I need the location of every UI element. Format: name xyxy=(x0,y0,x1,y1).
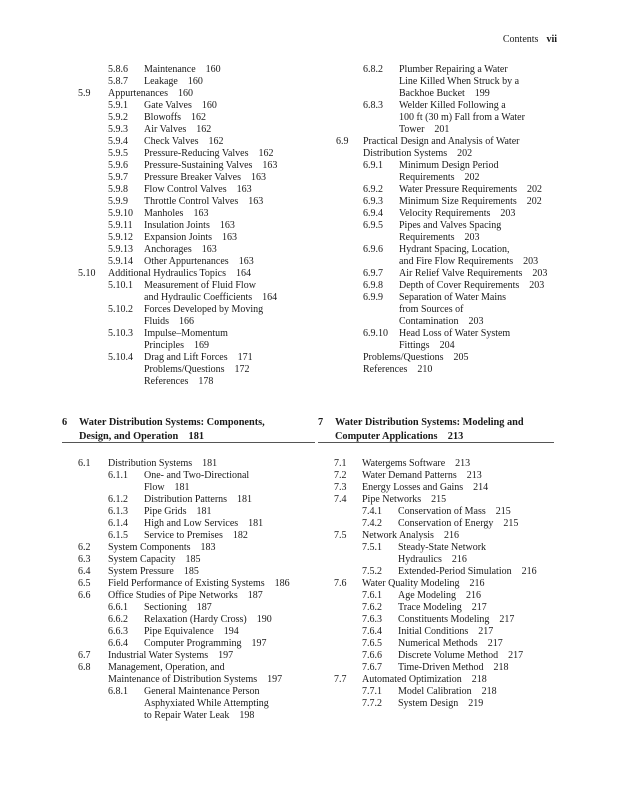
toc-entry xyxy=(334,542,564,566)
page-number: vii xyxy=(546,34,557,45)
section-title: Numerical Methods 217 xyxy=(398,638,503,649)
section-title: Expansion Joints 163 xyxy=(144,232,238,243)
section-number: 6.4 xyxy=(78,566,91,577)
toc-entry xyxy=(78,494,313,506)
toc-entry xyxy=(78,268,313,280)
section-number: 6.3 xyxy=(78,554,91,565)
toc-entry xyxy=(334,494,564,506)
section-number: 5.10.3 xyxy=(108,328,133,339)
section-title: Appurtenances 160 xyxy=(108,88,193,99)
section-number: 7.6.5 xyxy=(362,638,382,649)
section-title: Blowoffs 162 xyxy=(144,112,207,123)
section-title: Maintenance 160 xyxy=(144,64,221,75)
toc-entry xyxy=(78,256,313,268)
section-title: Other Appurtenances 163 xyxy=(144,256,254,267)
section-number: 7.4.1 xyxy=(362,506,382,517)
section-number: 6.8 xyxy=(78,662,91,673)
section-title: Pipes and Valves Spacing xyxy=(399,220,502,231)
section-title: System Design 219 xyxy=(398,698,484,709)
section-title: Management, Operation, and xyxy=(108,662,225,673)
section-number: 6.9.8 xyxy=(363,280,383,291)
section-number: 6.9.9 xyxy=(363,292,383,303)
section-title: Anchorages 163 xyxy=(144,244,217,255)
toc-entry xyxy=(78,458,313,470)
section-number: 6.9.3 xyxy=(363,196,383,207)
section-title: Model Calibration 218 xyxy=(398,686,497,697)
section-number: 6.9.5 xyxy=(363,220,383,231)
section-title: Pipe Grids 181 xyxy=(144,506,212,517)
section-number: 7.6.7 xyxy=(362,662,382,673)
section-title: Office Studies of Pipe Networks 187 xyxy=(108,590,263,601)
section-title: Fittings 204 xyxy=(399,340,455,351)
toc-entry xyxy=(336,136,566,160)
section-title: Separation of Water Mains xyxy=(399,292,507,303)
toc-entry xyxy=(78,554,313,566)
section-title: Relaxation (Hardy Cross) 190 xyxy=(144,614,272,625)
section-number: 7.6.1 xyxy=(362,590,382,601)
toc-entry xyxy=(78,662,313,686)
section-number: 6.9.2 xyxy=(363,184,383,195)
section-title: One- and Two-Directional xyxy=(144,470,250,481)
chapter-title-line: Computer Applications 213 xyxy=(335,431,464,442)
toc-entry xyxy=(334,470,564,482)
section-number: 5.10 xyxy=(78,268,96,279)
section-number: 7.1 xyxy=(334,458,347,469)
toc-entry xyxy=(334,458,564,470)
toc-column-4 xyxy=(334,458,564,710)
chapter-title-line: Water Distribution Systems: Components, xyxy=(79,417,265,428)
section-title: Discrete Volume Method 217 xyxy=(398,650,524,661)
toc-entry xyxy=(78,614,313,626)
section-title: Extended-Period Simulation 216 xyxy=(398,566,537,577)
page-header xyxy=(503,34,557,45)
section-number: 6.5 xyxy=(78,578,91,589)
toc-entry xyxy=(78,172,313,184)
section-number: 5.8.7 xyxy=(108,76,128,87)
section-number: 5.10.4 xyxy=(108,352,133,363)
toc-entry xyxy=(78,626,313,638)
section-title: Backhoe Bucket 199 xyxy=(399,88,490,99)
section-title: Flow 181 xyxy=(144,482,190,493)
section-title: High and Low Services 181 xyxy=(144,518,264,529)
section-title: Minimum Size Requirements 202 xyxy=(399,196,542,207)
section-title: Initial Conditions 217 xyxy=(398,626,494,637)
section-title: Line Killed When Struck by a xyxy=(399,76,520,87)
section-title: Measurement of Fluid Flow xyxy=(144,280,256,291)
section-number: 6.6.1 xyxy=(108,602,128,613)
section-title: Computer Programming 197 xyxy=(144,638,267,649)
chapter-title-line: Design, and Operation 181 xyxy=(79,431,205,442)
section-title: Throttle Control Valves 163 xyxy=(144,196,264,207)
section-title: Automated Optimization 218 xyxy=(362,674,487,685)
toc-entry xyxy=(336,184,566,196)
toc-entry xyxy=(78,590,313,602)
section-number: 6.9.10 xyxy=(363,328,388,339)
section-number: 5.9.3 xyxy=(108,124,128,135)
section-title: Hydrant Spacing, Location, xyxy=(399,244,510,255)
toc-entry xyxy=(336,64,566,100)
section-title: Time-Driven Method 218 xyxy=(398,662,509,673)
section-number: 7.5.2 xyxy=(362,566,382,577)
section-number: 7.6.2 xyxy=(362,602,382,613)
toc-entry xyxy=(78,280,313,304)
toc-entry xyxy=(78,364,313,376)
section-title: Leakage 160 xyxy=(144,76,203,87)
section-title: Requirements 202 xyxy=(399,172,480,183)
toc-entry xyxy=(78,88,313,100)
section-title: Pipe Equivalence 194 xyxy=(144,626,239,637)
section-title: Water Demand Patterns 213 xyxy=(362,470,482,481)
section-number: 5.9.7 xyxy=(108,172,128,183)
section-title: General Maintenance Person xyxy=(144,686,260,697)
toc-entry xyxy=(78,470,313,494)
toc-entry xyxy=(334,626,564,638)
section-title: Energy Losses and Gains 214 xyxy=(362,482,489,493)
toc-entry xyxy=(334,602,564,614)
section-title: Pressure Breaker Valves 163 xyxy=(144,172,267,183)
toc-entry xyxy=(336,280,566,292)
section-title: System Components 183 xyxy=(108,542,216,553)
section-number: 7.5.1 xyxy=(362,542,382,553)
section-title: Flow Control Valves 163 xyxy=(144,184,252,195)
section-title: Impulse–Momentum xyxy=(144,328,228,339)
toc-entry xyxy=(78,244,313,256)
section-title: Additional Hydraulics Topics 164 xyxy=(108,268,251,279)
section-title: Pipe Networks 215 xyxy=(362,494,447,505)
toc-entry xyxy=(78,124,313,136)
section-title: Pressure-Sustaining Valves 163 xyxy=(144,160,278,171)
toc-entry xyxy=(78,64,313,76)
section-title: from Sources of xyxy=(399,304,464,315)
toc-entry xyxy=(334,578,564,590)
toc-entry xyxy=(336,208,566,220)
section-number: 5.9.4 xyxy=(108,136,128,147)
section-title: Watergems Software 213 xyxy=(362,458,471,469)
section-title: Trace Modeling 217 xyxy=(398,602,487,613)
toc-entry xyxy=(78,602,313,614)
section-number: 6.7 xyxy=(78,650,91,661)
section-number: 7.6.6 xyxy=(362,650,382,661)
section-title: Constituents Modeling 217 xyxy=(398,614,515,625)
section-title: Insulation Joints 163 xyxy=(144,220,235,231)
section-title: Sectioning 187 xyxy=(144,602,212,613)
section-title: Distribution Systems 202 xyxy=(363,148,473,159)
section-title: Contamination 203 xyxy=(399,316,484,327)
toc-column-2 xyxy=(336,64,566,376)
section-number: 6.6 xyxy=(78,590,91,601)
section-title: Tower 201 xyxy=(399,124,450,135)
section-number: 5.8.6 xyxy=(108,64,128,75)
section-title: Conservation of Energy 215 xyxy=(398,518,519,529)
chapter-title-line: Water Distribution Systems: Modeling and xyxy=(335,417,524,428)
section-number: 7.2 xyxy=(334,470,347,481)
section-title: 100 ft (30 m) Fall from a Water xyxy=(399,112,525,123)
section-title: Manholes 163 xyxy=(144,208,209,219)
toc-entry xyxy=(334,650,564,662)
section-number: 5.10.2 xyxy=(108,304,133,315)
toc-entry xyxy=(78,578,313,590)
section-title: Minimum Design Period xyxy=(399,160,499,171)
toc-entry xyxy=(334,482,564,494)
section-number: 7.3 xyxy=(334,482,347,493)
section-title: Maintenance of Distribution Systems 197 xyxy=(108,674,283,685)
toc-entry xyxy=(78,136,313,148)
section-title: Water Pressure Requirements 202 xyxy=(399,184,543,195)
toc-entry xyxy=(78,328,313,352)
section-title: Drag and Lift Forces 171 xyxy=(144,352,253,363)
section-title: Network Analysis 216 xyxy=(362,530,459,541)
section-number: 5.9.11 xyxy=(108,220,133,231)
section-number: 6.1.3 xyxy=(108,506,128,517)
toc-entry xyxy=(78,638,313,650)
section-number: 7.7.1 xyxy=(362,686,382,697)
section-title: Hydraulics 216 xyxy=(398,554,467,565)
toc-entry xyxy=(78,686,313,722)
section-number: 6.8.2 xyxy=(363,64,383,75)
section-title: and Fire Flow Requirements 203 xyxy=(399,256,539,267)
toc-entry xyxy=(78,232,313,244)
section-title: Principles 169 xyxy=(144,340,209,351)
section-number: 5.9.12 xyxy=(108,232,133,243)
section-title: System Pressure 185 xyxy=(108,566,199,577)
toc-entry xyxy=(78,160,313,172)
section-number: 6.6.2 xyxy=(108,614,128,625)
section-title: Welder Killed Following a xyxy=(399,100,506,111)
section-title: to Repair Water Leak 198 xyxy=(144,710,255,721)
section-number: 6.9.1 xyxy=(363,160,383,171)
section-title: Field Performance of Existing Systems 186 xyxy=(108,578,290,589)
section-title: Pressure-Reducing Valves 162 xyxy=(144,148,274,159)
section-number: 6.9 xyxy=(336,136,349,147)
toc-entry xyxy=(78,518,313,530)
toc-entry xyxy=(78,220,313,232)
section-title: Velocity Requirements 203 xyxy=(399,208,516,219)
section-title: Distribution Systems 181 xyxy=(108,458,218,469)
toc-entry xyxy=(78,352,313,364)
running-head: Contents xyxy=(502,34,539,45)
section-number: 7.7 xyxy=(334,674,347,685)
section-title: References 178 xyxy=(144,376,214,387)
toc-entry xyxy=(334,518,564,530)
toc-entry xyxy=(78,100,313,112)
section-number: 5.10.1 xyxy=(108,280,133,291)
section-number: 5.9.8 xyxy=(108,184,128,195)
toc-entry xyxy=(334,506,564,518)
chapter-6-rule xyxy=(62,442,315,443)
toc-entry xyxy=(78,76,313,88)
section-number: 6.6.3 xyxy=(108,626,128,637)
section-title: Requirements 203 xyxy=(399,232,480,243)
toc-entry xyxy=(78,304,313,328)
toc-entry xyxy=(78,506,313,518)
section-number: 7.6.4 xyxy=(362,626,382,637)
section-title: Gate Valves 160 xyxy=(144,100,217,111)
section-number: 6.9.4 xyxy=(363,208,383,219)
toc-entry xyxy=(336,268,566,280)
section-number: 5.9.5 xyxy=(108,148,128,159)
section-number: 5.9.14 xyxy=(108,256,133,267)
section-number: 7.6.3 xyxy=(362,614,382,625)
chapter-number: 6 xyxy=(62,417,68,428)
section-number: 6.8.3 xyxy=(363,100,383,111)
section-title: Plumber Repairing a Water xyxy=(399,64,508,75)
section-number: 6.9.7 xyxy=(363,268,383,279)
toc-entry xyxy=(336,100,566,136)
toc-entry xyxy=(336,244,566,268)
toc-column-3 xyxy=(78,458,313,722)
toc-entry xyxy=(78,566,313,578)
section-title: Air Valves 162 xyxy=(144,124,212,135)
section-title: Problems/Questions 172 xyxy=(144,364,250,375)
section-number: 7.6 xyxy=(334,578,347,589)
section-title: Distribution Patterns 181 xyxy=(144,494,253,505)
toc-entry xyxy=(336,328,566,352)
toc-entry xyxy=(336,352,566,364)
toc-entry xyxy=(334,614,564,626)
section-number: 6.1 xyxy=(78,458,91,469)
section-title: Fluids 166 xyxy=(144,316,195,327)
section-title: Service to Premises 182 xyxy=(144,530,248,541)
section-number: 6.1.2 xyxy=(108,494,128,505)
toc-entry xyxy=(336,196,566,208)
section-number: 6.6.4 xyxy=(108,638,128,649)
toc-entry xyxy=(334,698,564,710)
toc-column-1 xyxy=(78,64,313,388)
toc-entry xyxy=(334,686,564,698)
toc-entry xyxy=(78,112,313,124)
toc-entry xyxy=(336,220,566,244)
toc-entry xyxy=(336,364,566,376)
toc-entry xyxy=(336,160,566,184)
section-title: References 210 xyxy=(363,364,433,375)
section-title: and Hydraulic Coefficients 164 xyxy=(144,292,278,303)
section-number: 7.5 xyxy=(334,530,347,541)
section-title: Check Valves 162 xyxy=(144,136,224,147)
section-number: 5.9.9 xyxy=(108,196,128,207)
section-number: 5.9.10 xyxy=(108,208,133,219)
section-number: 7.7.2 xyxy=(362,698,382,709)
section-number: 5.9.13 xyxy=(108,244,133,255)
section-number: 5.9.6 xyxy=(108,160,128,171)
section-title: Practical Design and Analysis of Water xyxy=(363,136,520,147)
toc-entry xyxy=(334,662,564,674)
toc-entry xyxy=(78,148,313,160)
section-title: Depth of Cover Requirements 203 xyxy=(399,280,545,291)
chapter-number: 7 xyxy=(318,417,324,428)
toc-entry xyxy=(78,530,313,542)
section-number: 5.9.1 xyxy=(108,100,128,111)
section-title: Head Loss of Water System xyxy=(399,328,511,339)
section-number: 6.9.6 xyxy=(363,244,383,255)
toc-entry xyxy=(334,530,564,542)
section-title: Asphyxiated While Attempting xyxy=(144,698,269,709)
section-title: Air Relief Valve Requirements 203 xyxy=(399,268,548,279)
toc-entry xyxy=(78,650,313,662)
section-number: 6.1.4 xyxy=(108,518,128,529)
section-title: Steady-State Network xyxy=(398,542,487,553)
section-title: Conservation of Mass 215 xyxy=(398,506,511,517)
section-number: 5.9 xyxy=(78,88,91,99)
section-title: Industrial Water Systems 197 xyxy=(108,650,234,661)
toc-entry xyxy=(334,638,564,650)
section-title: Forces Developed by Moving xyxy=(144,304,264,315)
section-number: 6.2 xyxy=(78,542,91,553)
section-number: 6.8.1 xyxy=(108,686,128,697)
toc-entry xyxy=(336,292,566,328)
section-number: 5.9.2 xyxy=(108,112,128,123)
toc-entry xyxy=(78,376,313,388)
section-number: 6.1.1 xyxy=(108,470,128,481)
section-title: Problems/Questions 205 xyxy=(363,352,469,363)
toc-entry xyxy=(334,590,564,602)
section-title: Water Quality Modeling 216 xyxy=(362,578,485,589)
toc-entry xyxy=(78,208,313,220)
toc-entry xyxy=(334,674,564,686)
toc-entry xyxy=(78,196,313,208)
section-number: 7.4 xyxy=(334,494,347,505)
section-title: System Capacity 185 xyxy=(108,554,201,565)
toc-entry xyxy=(334,566,564,578)
chapter-7-rule xyxy=(318,442,554,443)
section-number: 7.4.2 xyxy=(362,518,382,529)
toc-entry xyxy=(78,184,313,196)
toc-entry xyxy=(78,542,313,554)
section-title: Age Modeling 216 xyxy=(398,590,482,601)
section-number: 6.1.5 xyxy=(108,530,128,541)
